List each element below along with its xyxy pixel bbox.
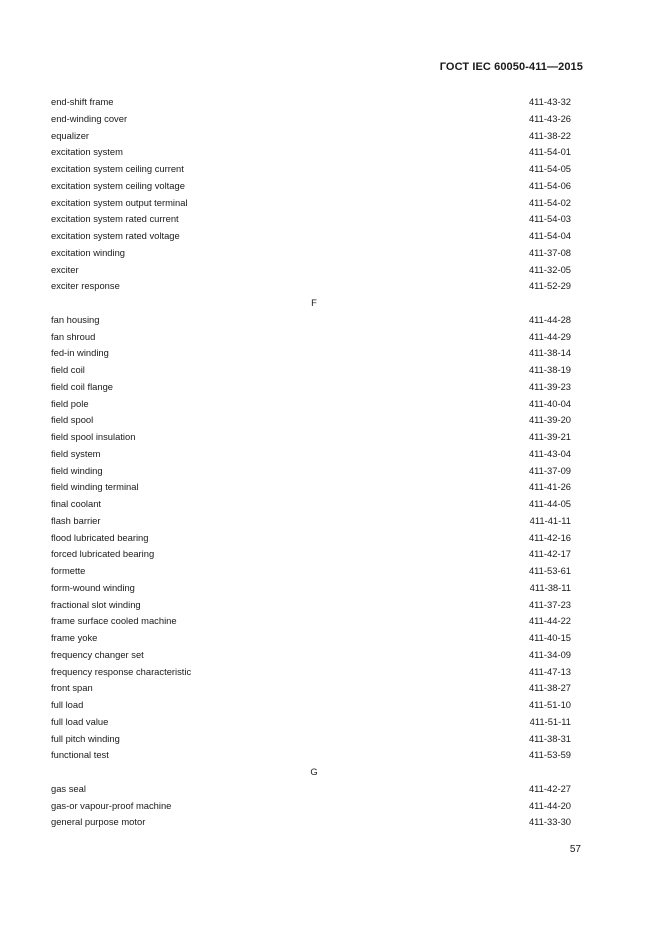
index-entry xyxy=(51,144,571,161)
entry-term: full pitch winding xyxy=(51,732,120,744)
index-entry xyxy=(51,429,571,446)
entry-code: 411-44-05 xyxy=(528,498,571,509)
entry-term: excitation system ceiling voltage xyxy=(51,179,185,191)
entry-term: field spool xyxy=(51,414,94,426)
section-letter: G xyxy=(310,766,318,777)
entry-code: 411-41-26 xyxy=(528,481,571,493)
entry-term: excitation system rated current xyxy=(51,213,179,225)
entry-code: 411-54-03 xyxy=(528,213,571,225)
entry-code: 411-42-16 xyxy=(528,531,571,543)
index-entry xyxy=(51,245,571,262)
index-entry xyxy=(51,228,571,245)
entry-term: general purpose motor xyxy=(51,816,146,828)
page-number: 57 xyxy=(569,844,581,855)
entry-term: field pole xyxy=(51,397,89,409)
entry-code: 411-54-02 xyxy=(528,196,571,208)
entry-term: flood lubricated bearing xyxy=(51,531,149,543)
index-entry xyxy=(51,128,571,145)
index-entry xyxy=(51,781,571,798)
entry-code: 411-37-09 xyxy=(528,464,571,476)
entry-term: frame yoke xyxy=(51,632,98,643)
index-entry xyxy=(51,345,571,362)
entry-term: excitation system ceiling current xyxy=(51,163,184,174)
entry-term: final coolant xyxy=(51,498,102,509)
entry-code: 411-53-59 xyxy=(528,749,571,761)
entry-code: 411-38-11 xyxy=(529,581,571,593)
entry-term: excitation system rated voltage xyxy=(51,230,180,241)
entry-code: 411-54-01 xyxy=(528,146,571,158)
entry-term: field winding terminal xyxy=(51,481,139,493)
entry-term: exciter xyxy=(51,263,79,275)
entry-code: 411-38-27 xyxy=(528,682,571,694)
entry-code: 411-39-23 xyxy=(528,380,571,392)
index-entry xyxy=(51,731,571,748)
index-entry xyxy=(51,597,571,614)
entry-code: 411-38-19 xyxy=(528,364,571,375)
index-entry xyxy=(51,446,571,463)
index-entry xyxy=(51,546,571,563)
entry-term: frequency changer set xyxy=(51,648,144,660)
entry-term: gas seal xyxy=(51,782,86,794)
entry-term: gas-or vapour-proof machine xyxy=(51,799,172,811)
index-entry xyxy=(51,530,571,547)
index-entry xyxy=(51,798,571,815)
index-entry xyxy=(51,111,571,128)
entry-term: full load value xyxy=(51,715,109,727)
index-entry xyxy=(51,496,571,513)
entry-term: flash barrier xyxy=(51,514,101,526)
entry-term: field spool insulation xyxy=(51,431,136,442)
entry-code: 411-51-10 xyxy=(528,699,571,710)
entry-term: full load xyxy=(51,699,84,710)
entry-term: formette xyxy=(51,565,86,576)
entry-term: front span xyxy=(51,682,93,694)
entry-code: 411-44-29 xyxy=(528,330,571,342)
index-entry xyxy=(51,211,571,228)
entry-code: 411-33-30 xyxy=(528,816,571,828)
index-entry xyxy=(51,278,571,295)
entry-term: forced lubricated bearing xyxy=(51,548,155,560)
entry-code: 411-37-08 xyxy=(528,246,571,258)
entry-code: 411-54-04 xyxy=(528,230,571,241)
section-letter: F xyxy=(311,297,317,308)
entry-code: 411-51-11 xyxy=(529,715,571,727)
entry-code: 411-38-31 xyxy=(528,732,571,744)
index-entry xyxy=(51,613,571,630)
entry-term: frequency response characteristic xyxy=(51,665,192,677)
entry-code: 411-37-23 xyxy=(528,598,571,610)
index-entry xyxy=(51,479,571,496)
entry-code: 411-38-14 xyxy=(528,347,571,359)
entry-code: 411-39-20 xyxy=(528,414,571,426)
index-entry xyxy=(51,396,571,413)
entry-code: 411-40-04 xyxy=(528,397,571,409)
entry-code: 411-34-09 xyxy=(528,648,571,660)
index-entry xyxy=(51,580,571,597)
entry-term: fan shroud xyxy=(51,330,96,342)
entry-code: 411-38-22 xyxy=(528,129,571,141)
entry-term: field winding xyxy=(51,464,103,476)
index-entry xyxy=(51,697,571,714)
entry-term: functional test xyxy=(51,749,109,761)
index-entry xyxy=(51,630,571,647)
entry-term: exciter response xyxy=(51,280,120,292)
entry-term: fractional slot winding xyxy=(51,598,141,610)
entry-code: 411-43-04 xyxy=(528,447,571,459)
entry-code: 411-54-05 xyxy=(528,163,571,174)
index-entry xyxy=(51,262,571,279)
entry-term: fan housing xyxy=(51,313,100,325)
document-header: ГОСТ IEC 60050-411—2015 xyxy=(439,61,583,73)
entry-code: 411-39-21 xyxy=(528,431,571,442)
index-entry xyxy=(51,563,571,580)
entry-term: field coil flange xyxy=(51,380,114,392)
index-entry xyxy=(51,161,571,178)
entry-term: excitation system xyxy=(51,146,123,158)
entry-term: field coil xyxy=(51,364,85,375)
entry-term: end-winding cover xyxy=(51,112,128,124)
index-entry xyxy=(51,362,571,379)
entry-code: 411-42-27 xyxy=(528,782,571,794)
index-entry xyxy=(51,412,571,429)
entry-code: 411-44-28 xyxy=(528,313,571,325)
index-entry xyxy=(51,647,571,664)
index-entry xyxy=(51,312,571,329)
entry-code: 411-54-06 xyxy=(528,179,571,191)
entry-term: excitation winding xyxy=(51,246,126,258)
index-entry xyxy=(51,680,571,697)
index-entry xyxy=(51,747,571,764)
entry-code: 411-41-11 xyxy=(529,514,571,526)
entry-term: fed-in winding xyxy=(51,347,109,359)
index-entry xyxy=(51,195,571,212)
entry-term: equalizer xyxy=(51,129,90,141)
entry-code: 411-43-26 xyxy=(528,112,571,124)
entry-code: 411-40-15 xyxy=(528,632,571,643)
entry-code: 411-42-17 xyxy=(528,548,571,560)
index-entry xyxy=(51,513,571,530)
index-entry xyxy=(51,178,571,195)
entry-term: excitation system output terminal xyxy=(51,196,188,208)
entry-term: end-shift frame xyxy=(51,96,114,107)
entry-code: 411-43-32 xyxy=(528,96,571,107)
entry-code: 411-44-20 xyxy=(528,799,571,811)
index-entry xyxy=(51,814,571,831)
entry-code: 411-32-05 xyxy=(528,263,571,275)
entry-code: 411-53-61 xyxy=(528,565,571,576)
index-entry xyxy=(51,94,571,111)
index-entry xyxy=(51,329,571,346)
term-index xyxy=(51,94,571,831)
entry-code: 411-52-29 xyxy=(528,280,571,292)
index-entry xyxy=(51,463,571,480)
entry-term: field system xyxy=(51,447,101,459)
entry-term: form-wound winding xyxy=(51,581,135,593)
entry-term: frame surface cooled machine xyxy=(51,615,177,627)
index-entry xyxy=(51,714,571,731)
index-entry xyxy=(51,379,571,396)
entry-code: 411-44-22 xyxy=(528,615,571,627)
index-entry xyxy=(51,664,571,681)
entry-code: 411-47-13 xyxy=(528,665,571,677)
